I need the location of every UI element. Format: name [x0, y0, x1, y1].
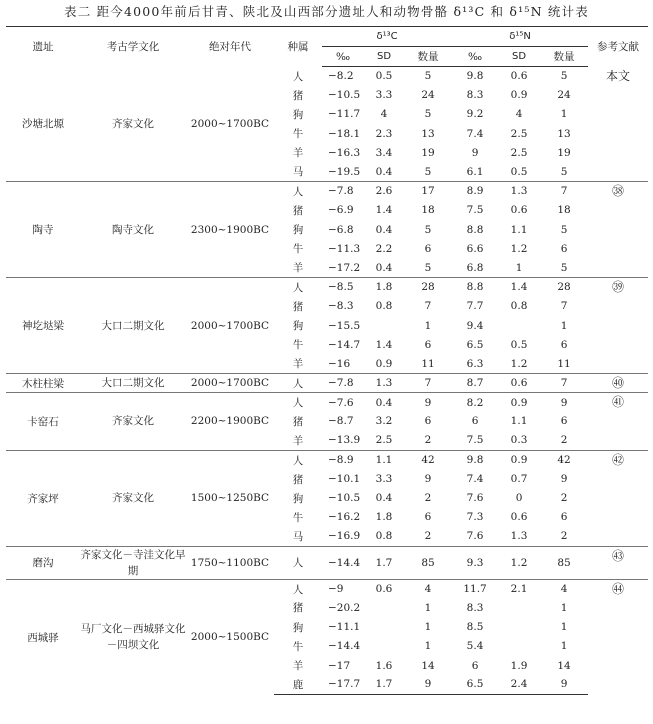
d15n-sd: 0.3 [510, 434, 528, 447]
date-cell: 2000~1700BC [190, 117, 270, 130]
subheader-sd-c: SD [364, 47, 404, 67]
d15n-value: 6.3 [466, 357, 484, 370]
species-cell: 狗 [292, 320, 304, 333]
culture-cell: 齐家文化 [80, 450, 186, 546]
d13c-value: −10.5 [328, 89, 361, 102]
d13c-value: −16.2 [328, 511, 361, 524]
reference-cell: 本文 [606, 68, 631, 83]
header-date: 绝对年代 [186, 27, 274, 67]
d13c-count: 9 [404, 675, 452, 694]
d13c-sd: 1.4 [375, 204, 393, 217]
d13c-value: −7.6 [322, 393, 364, 412]
d15n-value: 6.5 [466, 338, 484, 351]
d13c-count: 2 [424, 434, 432, 447]
d15n-sd: 1.1 [510, 415, 528, 428]
species-cell: 人 [274, 579, 322, 598]
d15n-value: 8.8 [452, 278, 498, 297]
reference-cell: ㊹ [588, 579, 648, 694]
subheader-count-c: 数量 [404, 47, 452, 67]
species-cell: 人 [274, 182, 322, 201]
d13c-sd: 1.7 [364, 675, 404, 694]
d15n-sd: 0.9 [510, 89, 528, 102]
d15n-sd: 1.3 [510, 530, 528, 543]
d15n-count: 1 [560, 621, 568, 634]
species-cell: 牛 [292, 128, 304, 141]
d15n-sd: 0.5 [510, 338, 528, 351]
culture-cell: 陶寺文化 [80, 182, 186, 278]
d13c-sd: 0.8 [375, 300, 393, 313]
site-cell: 木柱柱梁 [6, 374, 80, 393]
d13c-sd: 1.7 [364, 546, 404, 579]
d13c-value: −8.5 [322, 278, 364, 297]
d13c-value: −11.3 [328, 242, 361, 255]
d13c-sd: 1.4 [375, 338, 393, 351]
species-cell: 人 [292, 70, 304, 83]
d13c-sd: 4 [380, 108, 388, 121]
d15n-value: 6.8 [466, 261, 484, 274]
d15n-value: 6 [471, 415, 479, 428]
d15n-count: 2 [560, 434, 568, 447]
date-cell: 2300~1900BC [186, 182, 274, 278]
d15n-value: 8.8 [466, 223, 484, 236]
species-cell: 猪 [292, 300, 304, 313]
d13c-sd: 2.3 [375, 127, 393, 140]
d15n-count: 11 [557, 357, 571, 370]
d13c-count: 17 [404, 182, 452, 201]
d15n-count: 5 [560, 165, 568, 178]
species-cell: 羊 [292, 147, 304, 160]
d15n-sd: 0.8 [510, 300, 528, 313]
reference-cell: ㊶ [588, 393, 648, 451]
d13c-count: 6 [424, 242, 432, 255]
d15n-value: 8.7 [452, 374, 498, 393]
culture-cell: 齐家文化 [80, 393, 186, 451]
header-d15n: δ¹⁵N [452, 27, 588, 47]
species-cell: 人 [274, 393, 322, 412]
species-cell: 羊 [292, 660, 304, 673]
d13c-count: 6 [424, 511, 432, 524]
d15n-count: 1 [560, 601, 568, 614]
d13c-sd: 1.3 [364, 374, 404, 393]
d15n-value: 7.4 [466, 473, 484, 486]
d13c-count: 1 [424, 319, 432, 332]
d15n-sd: 0.6 [498, 374, 540, 393]
d15n-count: 13 [557, 127, 571, 140]
d13c-sd [364, 637, 404, 656]
species-cell: 猪 [292, 473, 304, 486]
d15n-value: 6.5 [452, 675, 498, 694]
species-cell: 牛 [292, 243, 304, 256]
d15n-sd [498, 637, 540, 656]
culture-cell: 齐家文化 [112, 117, 154, 130]
site-cell: 神圪垯梁 [6, 278, 80, 374]
d15n-value: 11.7 [452, 579, 498, 598]
species-cell: 人 [274, 450, 322, 469]
d13c-count: 11 [421, 357, 435, 370]
date-cell: 2000~1500BC [186, 579, 274, 694]
d13c-value: −14.4 [322, 546, 364, 579]
isotope-table [6, 26, 648, 695]
d13c-count: 14 [421, 659, 435, 672]
d13c-count: 2 [424, 492, 432, 505]
d15n-sd: 0.6 [510, 204, 528, 217]
subheader-count-n: 数量 [540, 47, 588, 67]
d13c-value: −17.2 [328, 261, 361, 274]
d15n-value: 8.2 [452, 393, 498, 412]
d15n-value: 7.4 [466, 127, 484, 140]
d15n-count: 9 [540, 393, 588, 412]
d15n-value: 8.5 [466, 621, 484, 634]
d13c-value: −11.7 [328, 108, 361, 121]
table-row [6, 374, 648, 393]
table-row [6, 67, 648, 86]
d15n-sd: 1.1 [510, 223, 528, 236]
d15n-sd: 4 [515, 108, 523, 121]
site-cell: 磨沟 [6, 546, 80, 579]
d13c-sd: 0.8 [375, 530, 393, 543]
table-row [6, 393, 648, 412]
d13c-count: 4 [404, 579, 452, 598]
table-row [6, 278, 648, 297]
d15n-sd [498, 316, 540, 335]
d13c-value: −11.1 [328, 621, 361, 634]
table-row [6, 579, 648, 598]
d13c-value: −7.8 [322, 374, 364, 393]
reference-cell: ㊸ [588, 546, 648, 579]
site-cell: 齐家坪 [6, 450, 80, 546]
d13c-sd: 3.3 [375, 473, 393, 486]
site-cell: 陶寺 [6, 182, 80, 278]
d15n-sd: 2.5 [510, 127, 528, 140]
table-body [6, 67, 648, 695]
d13c-sd: 3.2 [375, 415, 393, 428]
d13c-sd: 0.4 [375, 165, 393, 178]
d13c-count: 7 [404, 374, 452, 393]
d15n-value: 5.4 [466, 640, 484, 653]
date-cell: 1500~1250BC [186, 450, 274, 546]
d13c-sd: 0.9 [375, 357, 393, 370]
d13c-value: −15.5 [328, 319, 361, 332]
d15n-count: 7 [540, 182, 588, 201]
table-title: 表二 距今4000年前后甘青、陕北及山西部分遗址人和动物骨骼 δ¹³C 和 δ¹⁵N 统计表 [64, 4, 589, 19]
species-cell: 牛 [292, 339, 304, 352]
d13c-sd: 0.4 [364, 393, 404, 412]
species-cell: 人 [274, 278, 322, 297]
d13c-value: −13.9 [328, 434, 361, 447]
d13c-sd: 0.5 [375, 70, 393, 83]
d15n-sd: 0 [515, 492, 523, 505]
d15n-sd: 1.2 [510, 242, 528, 255]
d13c-sd: 0.6 [364, 579, 404, 598]
d13c-count: 6 [424, 338, 432, 351]
header-ref: 参考文献 [588, 27, 648, 67]
d13c-value: −8.2 [328, 70, 354, 83]
species-cell: 人 [274, 546, 322, 579]
d13c-sd: 0.4 [375, 261, 393, 274]
d15n-sd: 2.5 [510, 146, 528, 159]
d13c-count: 13 [421, 127, 435, 140]
d15n-sd: 0.9 [498, 393, 540, 412]
species-cell: 马 [292, 166, 304, 179]
d15n-value: 9 [471, 146, 479, 159]
d15n-count: 28 [540, 278, 588, 297]
d13c-sd: 0.4 [375, 492, 393, 505]
d13c-value: −8.7 [328, 415, 354, 428]
culture-cell: 大口二期文化 [80, 278, 186, 374]
d15n-count: 5 [560, 70, 568, 83]
d15n-count: 6 [560, 242, 568, 255]
d13c-count: 18 [421, 204, 435, 217]
d15n-sd [498, 598, 540, 617]
site-cell: 沙塘北塬 [22, 118, 64, 131]
reference-cell: ㊴ [588, 278, 648, 374]
d13c-sd: 1.6 [375, 659, 393, 672]
d15n-value: 6 [471, 659, 479, 672]
d15n-count: 6 [560, 338, 568, 351]
d15n-sd: 0.6 [510, 511, 528, 524]
header-d13c: δ¹³C [322, 27, 452, 47]
d15n-count: 4 [540, 579, 588, 598]
d15n-value: 7.5 [466, 434, 484, 447]
d15n-sd: 2.1 [498, 579, 540, 598]
subheader-permil-c: ‰ [322, 47, 364, 67]
d13c-count: 5 [424, 261, 432, 274]
d13c-value: −16 [328, 357, 351, 370]
d15n-sd: 1.4 [498, 278, 540, 297]
d13c-sd [364, 316, 404, 335]
d15n-value: 9.8 [452, 450, 498, 469]
d13c-count: 1 [424, 640, 432, 653]
species-cell: 狗 [292, 492, 304, 505]
species-cell: 猪 [292, 89, 304, 102]
date-cell: 2200~1900BC [186, 393, 274, 451]
d15n-count: 18 [557, 204, 571, 217]
d13c-count: 1 [424, 621, 432, 634]
d13c-count: 28 [404, 278, 452, 297]
d13c-count: 5 [424, 108, 432, 121]
d15n-count: 6 [560, 415, 568, 428]
d13c-value: −18.1 [328, 127, 361, 140]
subheader-permil-n: ‰ [452, 47, 498, 67]
d15n-sd: 1.9 [510, 659, 528, 672]
species-cell: 羊 [292, 262, 304, 275]
table-row [6, 182, 648, 201]
d13c-value: −17 [328, 659, 351, 672]
d15n-count: 6 [560, 511, 568, 524]
d15n-value: 8.3 [466, 89, 484, 102]
d15n-sd: 0.5 [510, 165, 528, 178]
d13c-value: −16.3 [328, 146, 361, 159]
d13c-value: −6.9 [328, 204, 354, 217]
d13c-count: 2 [424, 530, 432, 543]
d13c-value: −7.8 [322, 182, 364, 201]
culture-cell: 齐家文化－寺洼文化早期 [80, 546, 186, 579]
d15n-count: 1 [560, 319, 568, 332]
d15n-count: 42 [540, 450, 588, 469]
d15n-sd: 1.2 [498, 546, 540, 579]
d15n-count: 1 [560, 640, 568, 653]
d13c-value: −17.7 [322, 675, 364, 694]
d15n-count: 85 [540, 546, 588, 579]
d15n-value: 7.3 [466, 511, 484, 524]
reference-cell: ㊷ [588, 450, 648, 546]
d13c-sd: 1.8 [364, 278, 404, 297]
species-cell: 猪 [292, 602, 304, 615]
d15n-count: 19 [557, 146, 571, 159]
d15n-value: 9.3 [452, 546, 498, 579]
date-cell: 2000~1700BC [186, 278, 274, 374]
d13c-sd [364, 598, 404, 617]
d13c-count: 5 [424, 223, 432, 236]
d15n-count: 7 [540, 374, 588, 393]
d15n-value: 8.3 [466, 601, 484, 614]
d13c-value: −14.7 [328, 338, 361, 351]
species-cell: 猪 [292, 204, 304, 217]
species-cell: 牛 [292, 640, 304, 653]
d13c-count: 6 [424, 415, 432, 428]
d13c-value: −6.8 [328, 223, 354, 236]
d15n-count: 9 [540, 675, 588, 694]
header-site: 遗址 [6, 27, 80, 67]
d15n-value: 6.1 [466, 165, 484, 178]
d13c-sd: 3.3 [375, 89, 393, 102]
d13c-sd: 2.5 [375, 434, 393, 447]
d15n-sd: 0.7 [510, 473, 528, 486]
d15n-sd: 0.9 [498, 450, 540, 469]
d13c-sd: 1.8 [375, 511, 393, 524]
d15n-value: 8.9 [452, 182, 498, 201]
d15n-sd [498, 618, 540, 637]
d15n-value: 9.8 [466, 70, 484, 83]
culture-cell: 马厂文化－西城驿文化－四坝文化 [80, 579, 186, 694]
d15n-sd: 0.6 [510, 70, 528, 83]
d15n-sd: 2.4 [498, 675, 540, 694]
reference-cell: ㊵ [588, 374, 648, 393]
d13c-value: −16.9 [328, 530, 361, 543]
subheader-sd-n: SD [498, 47, 540, 67]
d13c-value: −10.5 [328, 492, 361, 505]
d13c-count: 42 [404, 450, 452, 469]
d15n-count: 14 [557, 659, 571, 672]
d13c-count: 9 [404, 393, 452, 412]
d13c-count: 9 [424, 473, 432, 486]
species-cell: 狗 [292, 621, 304, 634]
d15n-count: 5 [560, 261, 568, 274]
site-cell: 卡窑石 [6, 393, 80, 451]
d13c-value: −8.9 [322, 450, 364, 469]
species-cell: 狗 [292, 224, 304, 237]
d15n-sd: 1.2 [510, 357, 528, 370]
d15n-value: 7.5 [466, 204, 484, 217]
date-cell: 1750~1100BC [186, 546, 274, 579]
reference-cell: ㊳ [588, 182, 648, 278]
d15n-value: 7.7 [466, 300, 484, 313]
d13c-count: 19 [421, 146, 435, 159]
d13c-sd: 0.4 [375, 223, 393, 236]
species-cell: 羊 [292, 358, 304, 371]
d15n-count: 5 [560, 223, 568, 236]
d15n-value: 7.6 [466, 530, 484, 543]
d13c-sd: 2.2 [375, 242, 393, 255]
species-cell: 鹿 [274, 675, 322, 694]
d13c-value: −10.1 [328, 473, 361, 486]
table-row [6, 450, 648, 469]
d13c-value: −19.5 [328, 165, 361, 178]
site-cell: 西城驿 [6, 579, 80, 694]
d15n-count: 2 [560, 530, 568, 543]
d13c-sd [364, 618, 404, 637]
d13c-count: 7 [424, 300, 432, 313]
d15n-value: 9.4 [466, 319, 484, 332]
d13c-sd: 2.6 [364, 182, 404, 201]
d15n-value: 6.6 [466, 242, 484, 255]
d13c-count: 1 [424, 601, 432, 614]
d13c-sd: 3.4 [375, 146, 393, 159]
d13c-value: −8.3 [328, 300, 354, 313]
species-cell: 马 [292, 530, 304, 543]
d13c-value: −9 [322, 579, 364, 598]
d15n-sd: 1 [515, 261, 523, 274]
d15n-value: 7.6 [466, 492, 484, 505]
species-cell: 猪 [292, 415, 304, 428]
d15n-sd: 1.3 [498, 182, 540, 201]
species-cell: 人 [274, 374, 322, 393]
d15n-count: 1 [560, 108, 568, 121]
d15n-value: 9.2 [466, 108, 484, 121]
table-row [6, 546, 648, 579]
species-cell: 羊 [292, 434, 304, 447]
d13c-count: 5 [424, 70, 432, 83]
d15n-count: 7 [560, 300, 568, 313]
d15n-count: 24 [557, 89, 571, 102]
d15n-count: 2 [560, 492, 568, 505]
d13c-sd: 1.1 [364, 450, 404, 469]
d13c-value: −20.2 [328, 601, 361, 614]
header-species: 种属 [274, 27, 322, 67]
species-cell: 牛 [292, 511, 304, 524]
header-culture: 考古学文化 [80, 27, 186, 67]
species-cell: 狗 [292, 108, 304, 121]
date-cell: 2000~1700BC [186, 374, 274, 393]
d13c-count: 5 [424, 165, 432, 178]
d13c-value: −14.4 [328, 640, 361, 653]
culture-cell: 大口二期文化 [80, 374, 186, 393]
d13c-count: 24 [421, 89, 435, 102]
d15n-count: 9 [560, 473, 568, 486]
d13c-count: 85 [404, 546, 452, 579]
